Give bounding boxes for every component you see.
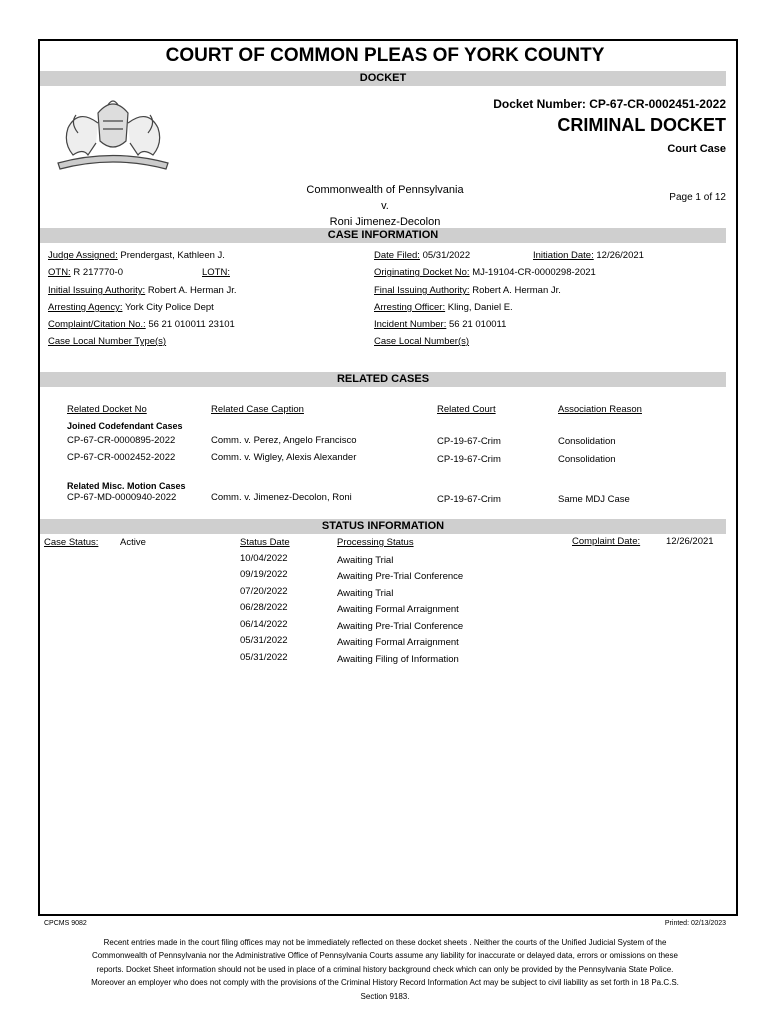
initial-authority-label: Initial Issuing Authority: bbox=[48, 285, 146, 296]
complaint-row bbox=[48, 319, 235, 330]
initiation-date-row bbox=[533, 250, 644, 261]
status-date: 05/31/2022 bbox=[240, 635, 288, 646]
status-date: 05/31/2022 bbox=[240, 652, 288, 663]
initiation-date-label: Initiation Date: bbox=[533, 250, 594, 261]
final-authority-value: Robert A. Herman Jr. bbox=[472, 285, 561, 296]
related-caption: Comm. v. Jimenez-Decolon, Roni bbox=[211, 492, 352, 503]
joined-codefendant-heading: Joined Codefendant Cases bbox=[67, 421, 183, 431]
date-filed-value: 05/31/2022 bbox=[422, 250, 471, 261]
status-date: 06/28/2022 bbox=[240, 602, 288, 613]
related-reason: Consolidation bbox=[558, 436, 616, 447]
otn-row bbox=[48, 267, 123, 278]
date-filed-row bbox=[374, 250, 470, 261]
processing-status: Awaiting Pre-Trial Conference bbox=[337, 571, 464, 582]
complaint-date-label: Complaint Date: bbox=[572, 536, 641, 547]
pennsylvania-seal-image bbox=[48, 93, 178, 173]
processing-status: Awaiting Formal Arraignment bbox=[337, 604, 459, 615]
arresting-officer-label: Arresting Officer: bbox=[374, 302, 446, 313]
local-number-type-label: Case Local Number Type(s) bbox=[48, 336, 167, 347]
initial-authority-row bbox=[48, 285, 237, 296]
incident-number-value: 56 21 010011 bbox=[448, 319, 507, 330]
processing-status: Awaiting Trial bbox=[337, 588, 394, 599]
misc-motion-heading: Related Misc. Motion Cases bbox=[67, 481, 186, 491]
originating-docket-value: MJ-19104-CR-0000298-2021 bbox=[472, 267, 596, 278]
originating-docket-row bbox=[374, 267, 596, 278]
caption-versus: v. bbox=[381, 200, 389, 212]
case-type: Court Case bbox=[667, 143, 726, 155]
initial-authority-value: Robert A. Herman Jr. bbox=[147, 285, 237, 296]
lotn-label: LOTN: bbox=[202, 267, 230, 278]
processing-status: Awaiting Trial bbox=[337, 555, 394, 566]
arresting-officer-value: Kling, Daniel E. bbox=[447, 302, 513, 313]
complaint-date-value: 12/26/2021 bbox=[666, 536, 714, 547]
col-processing-status: Processing Status bbox=[337, 537, 414, 548]
judge-label: Judge Assigned: bbox=[48, 250, 118, 261]
status-date: 09/19/2022 bbox=[240, 569, 288, 580]
related-court: CP-19-67-Crim bbox=[437, 454, 501, 465]
related-docket: CP-67-MD-0000940-2022 bbox=[67, 492, 177, 503]
complaint-label: Complaint/Citation No.: bbox=[48, 319, 146, 330]
related-court: CP-19-67-Crim bbox=[437, 494, 501, 505]
related-docket: CP-67-CR-0002452-2022 bbox=[67, 452, 176, 463]
final-authority-label: Final Issuing Authority: bbox=[374, 285, 470, 296]
case-caption bbox=[0, 182, 770, 230]
col-related-caption: Related Case Caption bbox=[211, 404, 304, 415]
court-title: COURT OF COMMON PLEAS OF YORK COUNTY bbox=[165, 45, 605, 66]
status-information-bar: STATUS INFORMATION bbox=[40, 519, 726, 534]
col-status-date: Status Date bbox=[240, 537, 290, 548]
final-authority-row bbox=[374, 285, 561, 296]
page-number: Page 1 of 12 bbox=[669, 192, 726, 203]
case-status-label: Case Status: bbox=[44, 537, 99, 548]
processing-status: Awaiting Pre-Trial Conference bbox=[337, 621, 464, 632]
arresting-officer-row bbox=[374, 302, 513, 313]
judge-row bbox=[48, 250, 225, 261]
processing-status: Awaiting Filing of Information bbox=[337, 654, 459, 665]
related-caption: Comm. v. Wigley, Alexis Alexander bbox=[211, 452, 357, 463]
related-cases-bar: RELATED CASES bbox=[40, 372, 726, 387]
case-information-bar: CASE INFORMATION bbox=[40, 228, 726, 243]
arresting-agency-value: York City Police Dept bbox=[124, 302, 214, 313]
docket-bar: DOCKET bbox=[40, 71, 726, 86]
incident-number-label: Incident Number: bbox=[374, 319, 447, 330]
status-date: 10/04/2022 bbox=[240, 553, 288, 564]
related-reason: Consolidation bbox=[558, 454, 616, 465]
docket-number: Docket Number: CP-67-CR-0002451-2022 bbox=[493, 97, 726, 111]
arresting-agency-row bbox=[48, 302, 214, 313]
originating-docket-label: Originating Docket No: bbox=[374, 267, 470, 278]
docket-type: CRIMINAL DOCKET bbox=[557, 115, 726, 135]
initiation-date-value: 12/26/2021 bbox=[596, 250, 644, 261]
otn-value: R 217770-0 bbox=[73, 267, 123, 278]
caption-defendant: Roni Jimenez-Decolon bbox=[329, 216, 441, 228]
case-status-value: Active bbox=[120, 537, 146, 548]
arresting-agency-label: Arresting Agency: bbox=[48, 302, 123, 313]
form-number: CPCMS 9082 bbox=[44, 920, 87, 927]
col-association-reason: Association Reason bbox=[558, 404, 642, 415]
related-court: CP-19-67-Crim bbox=[437, 436, 501, 447]
judge-value: Prendergast, Kathleen J. bbox=[120, 250, 225, 261]
local-number-label: Case Local Number(s) bbox=[374, 336, 470, 347]
col-related-court: Related Court bbox=[437, 404, 496, 415]
incident-number-row bbox=[374, 319, 506, 330]
related-docket: CP-67-CR-0000895-2022 bbox=[67, 435, 176, 446]
status-date: 06/14/2022 bbox=[240, 619, 288, 630]
processing-status: Awaiting Formal Arraignment bbox=[337, 637, 459, 648]
otn-label: OTN: bbox=[48, 267, 71, 278]
status-date: 07/20/2022 bbox=[240, 586, 288, 597]
col-related-docket: Related Docket No bbox=[67, 404, 147, 415]
complaint-value: 56 21 010011 23101 bbox=[148, 319, 235, 330]
date-filed-label: Date Filed: bbox=[374, 250, 420, 261]
caption-plaintiff: Commonwealth of Pennsylvania bbox=[306, 184, 464, 196]
disclaimer-text: Recent entries made in the court filing offices may not be immediately reflected on these docket sheets . Neither the courts of the Unified Judicial System of the Commonwealth of Pennsylvania nor the Administrative Office of Pennsylvania Courts assume any liability for inaccurate or delayed data, errors or omissions on these reports. Docket Sheet information should not be used in place of a criminal history background check which can only be provided by the Pennsylvania State Police. Moreover an employer who does not comply with the provisions of the Criminal History Record Information Act may be subject to civil liability as set forth in 18 Pa.C.S. Section 9183. bbox=[91, 938, 679, 1001]
printed-date: Printed: 02/13/2023 bbox=[664, 920, 726, 927]
related-reason: Same MDJ Case bbox=[558, 494, 630, 505]
related-caption: Comm. v. Perez, Angelo Francisco bbox=[211, 435, 357, 446]
